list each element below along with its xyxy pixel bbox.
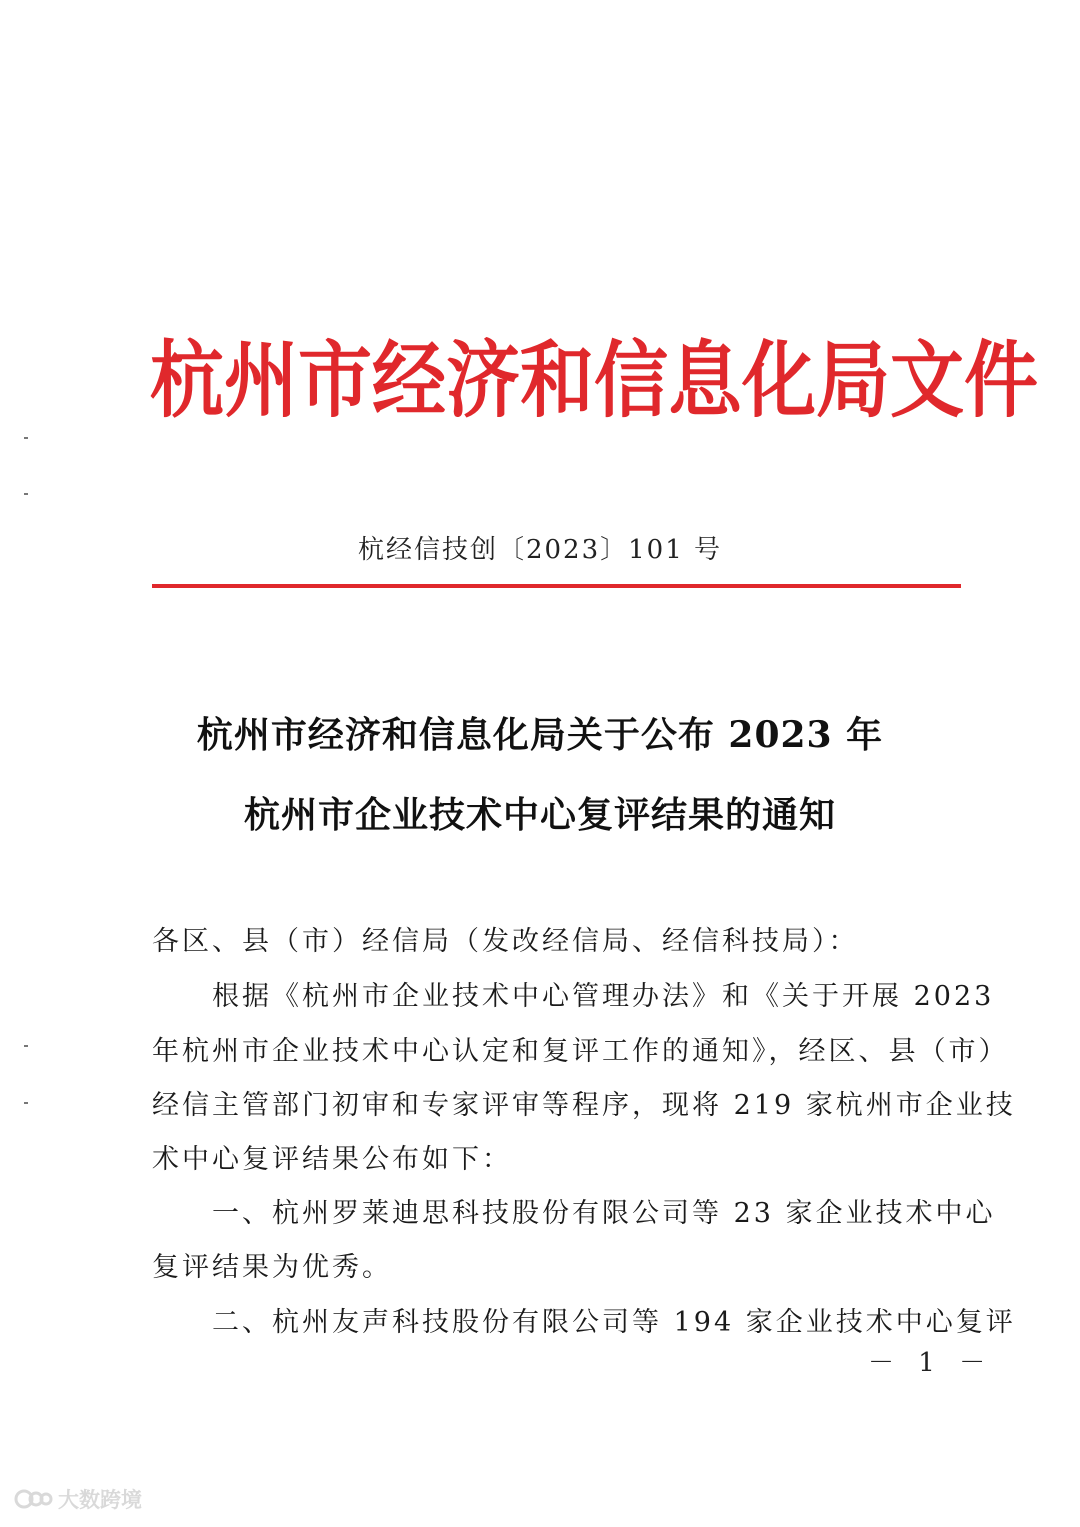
masthead-char: 文: [890, 332, 964, 430]
masthead-char: 州: [224, 332, 298, 430]
notice-title-line-2: 杭州市企业技术中心复评结果的通知: [243, 794, 836, 836]
masthead-char: 济: [446, 332, 520, 430]
page-number: － 1 －: [868, 1348, 994, 1378]
masthead-char: 杭: [150, 332, 224, 430]
paragraph-1-line-1: 根据《杭州市企业技术中心管理办法》和《关于开展 2023: [152, 981, 995, 1012]
scan-mark: [24, 1045, 28, 1047]
masthead-char: 市: [298, 332, 372, 430]
masthead-char: 和: [520, 332, 594, 430]
masthead-char: 化: [742, 332, 816, 430]
document-number: 杭经信技创〔2023〕101 号: [357, 535, 723, 565]
paragraph-1-line-2: 年杭州市企业技术中心认定和复评工作的通知》，经区、县（市）: [152, 1036, 1009, 1067]
paragraph-1-line-4: 术中心复评结果公布如下：: [152, 1144, 512, 1175]
masthead-char: 件: [964, 332, 1038, 430]
scan-mark: [24, 1102, 28, 1104]
masthead-char: 信: [594, 332, 668, 430]
salutation: 各区、县（市）经信局（发改经信局、经信科技局）：: [152, 926, 859, 957]
scan-mark: [24, 493, 28, 495]
watermark-text: 大数跨境: [58, 1488, 142, 1512]
notice-title-line-1: 杭州市经济和信息化局关于公布 2023 年: [196, 714, 884, 756]
paragraph-2-line-1: 一、杭州罗莱迪思科技股份有限公司等 23 家企业技术中心: [152, 1198, 996, 1229]
masthead-char: 经: [372, 332, 446, 430]
red-divider-line: [152, 584, 961, 588]
paragraph-1-line-3: 经信主管部门初审和专家评审等程序，现将 219 家杭州市企业技: [152, 1090, 1016, 1121]
paragraph-3-line-1: 二、杭州友声科技股份有限公司等 194 家企业技术中心复评: [152, 1307, 1016, 1338]
masthead-title: [150, 326, 1038, 436]
paragraph-2-line-2: 复评结果为优秀。: [152, 1252, 392, 1283]
scan-mark: [24, 437, 28, 439]
masthead-char: 局: [816, 332, 890, 430]
brand-logo-icon: [14, 1486, 54, 1512]
watermark: [14, 1484, 142, 1514]
masthead-char: 息: [668, 332, 742, 430]
